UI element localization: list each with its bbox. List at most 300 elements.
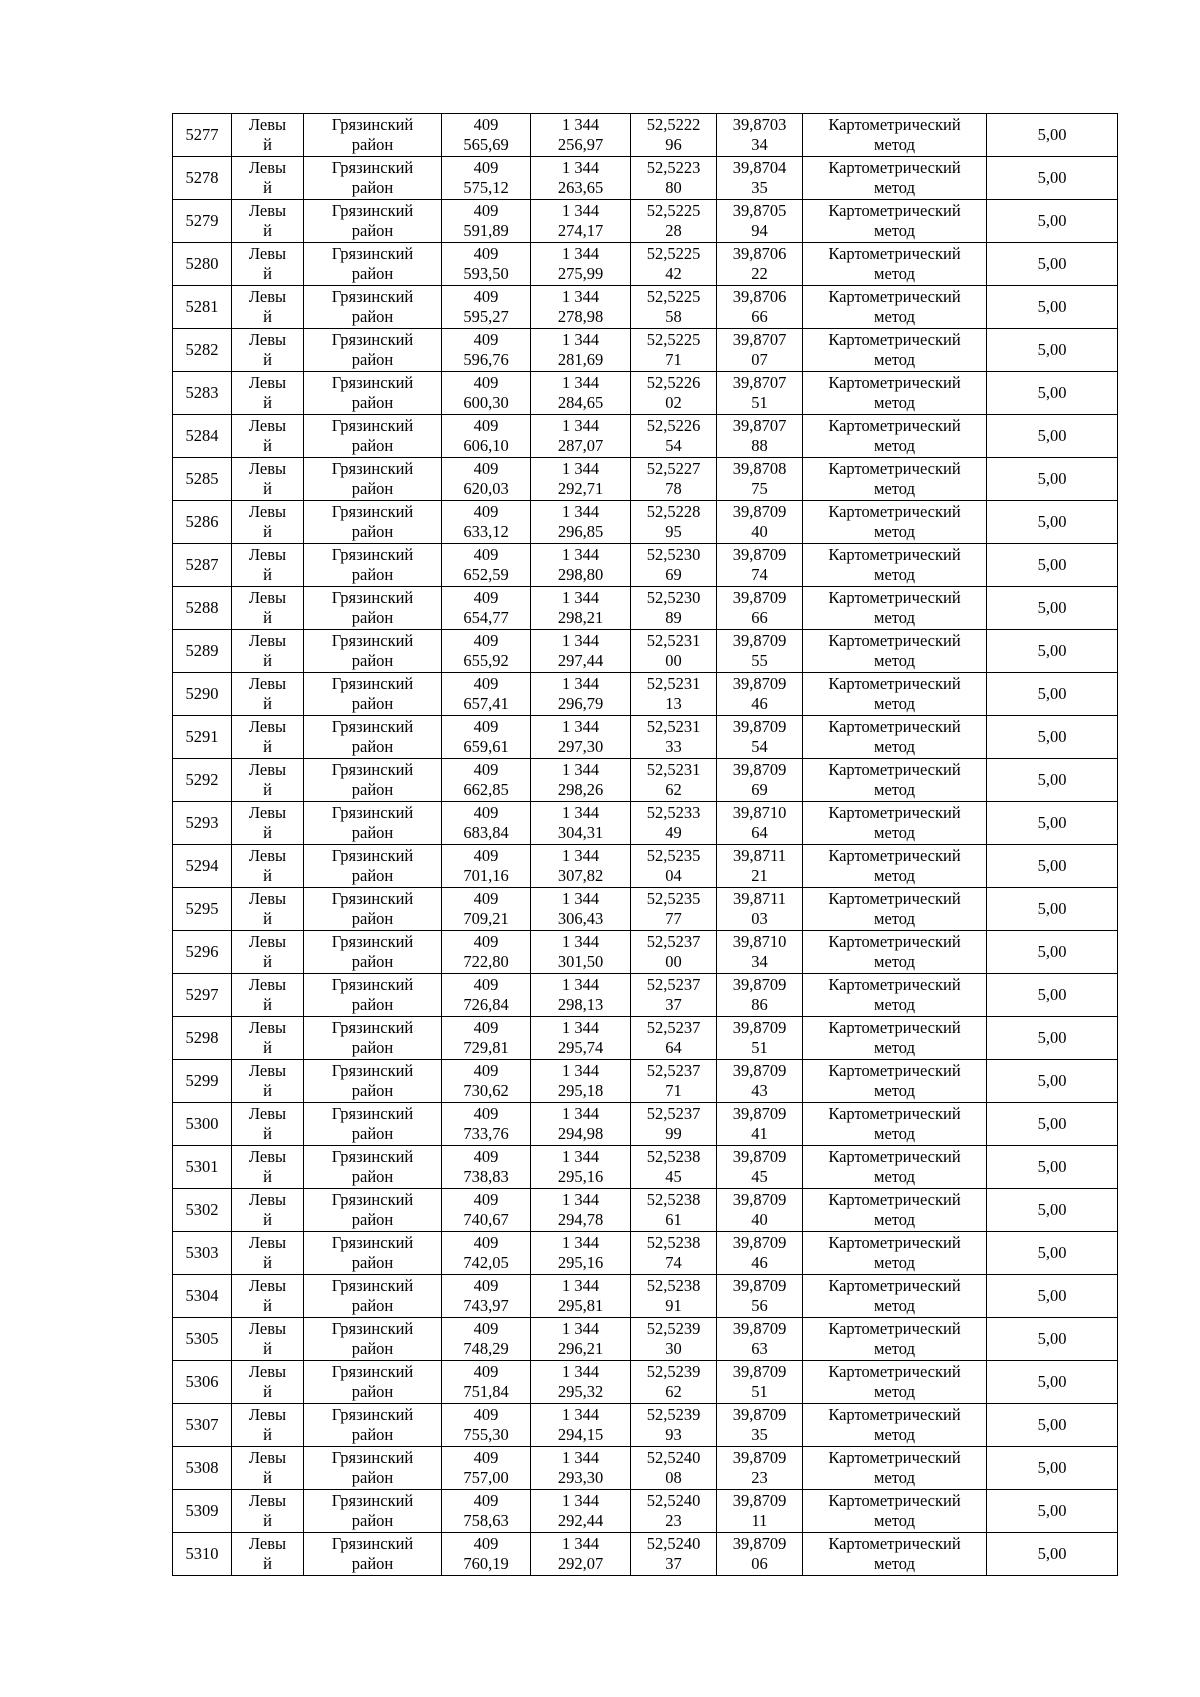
x-coordinate-cell: 409 740,67 bbox=[442, 1189, 531, 1232]
district-cell: Грязинский район bbox=[304, 243, 442, 286]
bank-side-cell: Левы й bbox=[232, 974, 304, 1017]
longitude-cell: 39,8709 35 bbox=[717, 1404, 803, 1447]
district-cell: Грязинский район bbox=[304, 845, 442, 888]
bank-side-cell: Левы й bbox=[232, 1490, 304, 1533]
district-cell: Грязинский район bbox=[304, 329, 442, 372]
accuracy-cell: 5,00 bbox=[987, 1017, 1118, 1060]
latitude-cell: 52,5238 45 bbox=[631, 1146, 717, 1189]
y-coordinate-cell: 1 344 307,82 bbox=[531, 845, 631, 888]
method-cell: Картометрический метод bbox=[803, 1017, 987, 1060]
district-cell: Грязинский район bbox=[304, 759, 442, 802]
point-number-cell: 5284 bbox=[173, 415, 232, 458]
bank-side-cell: Левы й bbox=[232, 1361, 304, 1404]
longitude-cell: 39,8710 64 bbox=[717, 802, 803, 845]
point-number-cell: 5278 bbox=[173, 157, 232, 200]
bank-side-cell: Левы й bbox=[232, 1447, 304, 1490]
y-coordinate-cell: 1 344 297,30 bbox=[531, 716, 631, 759]
x-coordinate-cell: 409 729,81 bbox=[442, 1017, 531, 1060]
table-row bbox=[173, 630, 1118, 673]
y-coordinate-cell: 1 344 281,69 bbox=[531, 329, 631, 372]
x-coordinate-cell: 409 722,80 bbox=[442, 931, 531, 974]
latitude-cell: 52,5225 28 bbox=[631, 200, 717, 243]
latitude-cell: 52,5238 91 bbox=[631, 1275, 717, 1318]
method-cell: Картометрический метод bbox=[803, 544, 987, 587]
point-number-cell: 5297 bbox=[173, 974, 232, 1017]
district-cell: Грязинский район bbox=[304, 415, 442, 458]
method-cell: Картометрический метод bbox=[803, 415, 987, 458]
method-cell: Картометрический метод bbox=[803, 1189, 987, 1232]
y-coordinate-cell: 1 344 295,18 bbox=[531, 1060, 631, 1103]
latitude-cell: 52,5230 69 bbox=[631, 544, 717, 587]
point-number-cell: 5286 bbox=[173, 501, 232, 544]
point-number-cell: 5280 bbox=[173, 243, 232, 286]
accuracy-cell: 5,00 bbox=[987, 1533, 1118, 1576]
latitude-cell: 52,5231 13 bbox=[631, 673, 717, 716]
accuracy-cell: 5,00 bbox=[987, 1318, 1118, 1361]
table-row bbox=[173, 1318, 1118, 1361]
latitude-cell: 52,5233 49 bbox=[631, 802, 717, 845]
method-cell: Картометрический метод bbox=[803, 157, 987, 200]
method-cell: Картометрический метод bbox=[803, 200, 987, 243]
bank-side-cell: Левы й bbox=[232, 587, 304, 630]
bank-side-cell: Левы й bbox=[232, 501, 304, 544]
method-cell: Картометрический метод bbox=[803, 458, 987, 501]
bank-side-cell: Левы й bbox=[232, 1232, 304, 1275]
method-cell: Картометрический метод bbox=[803, 1404, 987, 1447]
accuracy-cell: 5,00 bbox=[987, 1361, 1118, 1404]
y-coordinate-cell: 1 344 274,17 bbox=[531, 200, 631, 243]
latitude-cell: 52,5226 02 bbox=[631, 372, 717, 415]
method-cell: Картометрический метод bbox=[803, 243, 987, 286]
y-coordinate-cell: 1 344 287,07 bbox=[531, 415, 631, 458]
point-number-cell: 5290 bbox=[173, 673, 232, 716]
longitude-cell: 39,8708 75 bbox=[717, 458, 803, 501]
longitude-cell: 39,8709 69 bbox=[717, 759, 803, 802]
bank-side-cell: Левы й bbox=[232, 114, 304, 157]
district-cell: Грязинский район bbox=[304, 1404, 442, 1447]
table-row bbox=[173, 974, 1118, 1017]
table-row bbox=[173, 1404, 1118, 1447]
longitude-cell: 39,8709 51 bbox=[717, 1017, 803, 1060]
longitude-cell: 39,8710 34 bbox=[717, 931, 803, 974]
table-row bbox=[173, 200, 1118, 243]
bank-side-cell: Левы й bbox=[232, 716, 304, 759]
table-row bbox=[173, 1017, 1118, 1060]
method-cell: Картометрический метод bbox=[803, 1103, 987, 1146]
x-coordinate-cell: 409 730,62 bbox=[442, 1060, 531, 1103]
longitude-cell: 39,8709 51 bbox=[717, 1361, 803, 1404]
method-cell: Картометрический метод bbox=[803, 372, 987, 415]
bank-side-cell: Левы й bbox=[232, 372, 304, 415]
accuracy-cell: 5,00 bbox=[987, 716, 1118, 759]
y-coordinate-cell: 1 344 298,26 bbox=[531, 759, 631, 802]
method-cell: Картометрический метод bbox=[803, 974, 987, 1017]
accuracy-cell: 5,00 bbox=[987, 759, 1118, 802]
x-coordinate-cell: 409 620,03 bbox=[442, 458, 531, 501]
x-coordinate-cell: 409 683,84 bbox=[442, 802, 531, 845]
district-cell: Грязинский район bbox=[304, 1232, 442, 1275]
latitude-cell: 52,5239 30 bbox=[631, 1318, 717, 1361]
accuracy-cell: 5,00 bbox=[987, 286, 1118, 329]
y-coordinate-cell: 1 344 295,16 bbox=[531, 1146, 631, 1189]
district-cell: Грязинский район bbox=[304, 802, 442, 845]
method-cell: Картометрический метод bbox=[803, 802, 987, 845]
longitude-cell: 39,8709 40 bbox=[717, 1189, 803, 1232]
latitude-cell: 52,5223 80 bbox=[631, 157, 717, 200]
x-coordinate-cell: 409 591,89 bbox=[442, 200, 531, 243]
longitude-cell: 39,8709 74 bbox=[717, 544, 803, 587]
method-cell: Картометрический метод bbox=[803, 716, 987, 759]
district-cell: Грязинский район bbox=[304, 931, 442, 974]
y-coordinate-cell: 1 344 295,81 bbox=[531, 1275, 631, 1318]
table-row bbox=[173, 716, 1118, 759]
latitude-cell: 52,5238 74 bbox=[631, 1232, 717, 1275]
table-row bbox=[173, 458, 1118, 501]
bank-side-cell: Левы й bbox=[232, 157, 304, 200]
latitude-cell: 52,5226 54 bbox=[631, 415, 717, 458]
table-row bbox=[173, 1146, 1118, 1189]
accuracy-cell: 5,00 bbox=[987, 1189, 1118, 1232]
y-coordinate-cell: 1 344 298,80 bbox=[531, 544, 631, 587]
point-number-cell: 5299 bbox=[173, 1060, 232, 1103]
bank-side-cell: Левы й bbox=[232, 845, 304, 888]
district-cell: Грязинский район bbox=[304, 1275, 442, 1318]
x-coordinate-cell: 409 600,30 bbox=[442, 372, 531, 415]
longitude-cell: 39,8709 40 bbox=[717, 501, 803, 544]
latitude-cell: 52,5225 42 bbox=[631, 243, 717, 286]
x-coordinate-cell: 409 595,27 bbox=[442, 286, 531, 329]
district-cell: Грязинский район bbox=[304, 673, 442, 716]
bank-side-cell: Левы й bbox=[232, 1533, 304, 1576]
district-cell: Грязинский район bbox=[304, 501, 442, 544]
x-coordinate-cell: 409 657,41 bbox=[442, 673, 531, 716]
method-cell: Картометрический метод bbox=[803, 114, 987, 157]
district-cell: Грязинский район bbox=[304, 458, 442, 501]
x-coordinate-cell: 409 748,29 bbox=[442, 1318, 531, 1361]
y-coordinate-cell: 1 344 295,32 bbox=[531, 1361, 631, 1404]
latitude-cell: 52,5238 61 bbox=[631, 1189, 717, 1232]
district-cell: Грязинский район bbox=[304, 888, 442, 931]
accuracy-cell: 5,00 bbox=[987, 1490, 1118, 1533]
method-cell: Картометрический метод bbox=[803, 1060, 987, 1103]
accuracy-cell: 5,00 bbox=[987, 1447, 1118, 1490]
latitude-cell: 52,5240 37 bbox=[631, 1533, 717, 1576]
table-row bbox=[173, 845, 1118, 888]
y-coordinate-cell: 1 344 296,21 bbox=[531, 1318, 631, 1361]
method-cell: Картометрический метод bbox=[803, 1490, 987, 1533]
x-coordinate-cell: 409 742,05 bbox=[442, 1232, 531, 1275]
method-cell: Картометрический метод bbox=[803, 845, 987, 888]
method-cell: Картометрический метод bbox=[803, 587, 987, 630]
y-coordinate-cell: 1 344 304,31 bbox=[531, 802, 631, 845]
latitude-cell: 52,5225 58 bbox=[631, 286, 717, 329]
district-cell: Грязинский район bbox=[304, 587, 442, 630]
accuracy-cell: 5,00 bbox=[987, 802, 1118, 845]
x-coordinate-cell: 409 726,84 bbox=[442, 974, 531, 1017]
longitude-cell: 39,8707 88 bbox=[717, 415, 803, 458]
x-coordinate-cell: 409 701,16 bbox=[442, 845, 531, 888]
x-coordinate-cell: 409 733,76 bbox=[442, 1103, 531, 1146]
longitude-cell: 39,8703 34 bbox=[717, 114, 803, 157]
latitude-cell: 52,5239 93 bbox=[631, 1404, 717, 1447]
y-coordinate-cell: 1 344 297,44 bbox=[531, 630, 631, 673]
district-cell: Грязинский район bbox=[304, 1447, 442, 1490]
x-coordinate-cell: 409 593,50 bbox=[442, 243, 531, 286]
y-coordinate-cell: 1 344 284,65 bbox=[531, 372, 631, 415]
longitude-cell: 39,8709 11 bbox=[717, 1490, 803, 1533]
x-coordinate-cell: 409 757,00 bbox=[442, 1447, 531, 1490]
point-number-cell: 5303 bbox=[173, 1232, 232, 1275]
point-number-cell: 5295 bbox=[173, 888, 232, 931]
point-number-cell: 5310 bbox=[173, 1533, 232, 1576]
x-coordinate-cell: 409 659,61 bbox=[442, 716, 531, 759]
point-number-cell: 5304 bbox=[173, 1275, 232, 1318]
bank-side-cell: Левы й bbox=[232, 415, 304, 458]
y-coordinate-cell: 1 344 294,98 bbox=[531, 1103, 631, 1146]
bank-side-cell: Левы й bbox=[232, 1318, 304, 1361]
bank-side-cell: Левы й bbox=[232, 802, 304, 845]
bank-side-cell: Левы й bbox=[232, 1146, 304, 1189]
district-cell: Грязинский район bbox=[304, 1017, 442, 1060]
district-cell: Грязинский район bbox=[304, 1060, 442, 1103]
accuracy-cell: 5,00 bbox=[987, 1232, 1118, 1275]
accuracy-cell: 5,00 bbox=[987, 587, 1118, 630]
point-number-cell: 5308 bbox=[173, 1447, 232, 1490]
method-cell: Картометрический метод bbox=[803, 673, 987, 716]
method-cell: Картометрический метод bbox=[803, 759, 987, 802]
table-row bbox=[173, 931, 1118, 974]
accuracy-cell: 5,00 bbox=[987, 845, 1118, 888]
bank-side-cell: Левы й bbox=[232, 630, 304, 673]
x-coordinate-cell: 409 575,12 bbox=[442, 157, 531, 200]
method-cell: Картометрический метод bbox=[803, 1146, 987, 1189]
latitude-cell: 52,5240 08 bbox=[631, 1447, 717, 1490]
point-number-cell: 5298 bbox=[173, 1017, 232, 1060]
table-row bbox=[173, 1060, 1118, 1103]
accuracy-cell: 5,00 bbox=[987, 1060, 1118, 1103]
longitude-cell: 39,8709 63 bbox=[717, 1318, 803, 1361]
point-number-cell: 5294 bbox=[173, 845, 232, 888]
bank-side-cell: Левы й bbox=[232, 1275, 304, 1318]
x-coordinate-cell: 409 654,77 bbox=[442, 587, 531, 630]
latitude-cell: 52,5237 64 bbox=[631, 1017, 717, 1060]
y-coordinate-cell: 1 344 278,98 bbox=[531, 286, 631, 329]
bank-side-cell: Левы й bbox=[232, 329, 304, 372]
longitude-cell: 39,8706 66 bbox=[717, 286, 803, 329]
method-cell: Картометрический метод bbox=[803, 1318, 987, 1361]
y-coordinate-cell: 1 344 294,15 bbox=[531, 1404, 631, 1447]
point-number-cell: 5301 bbox=[173, 1146, 232, 1189]
table-row bbox=[173, 1361, 1118, 1404]
y-coordinate-cell: 1 344 298,13 bbox=[531, 974, 631, 1017]
y-coordinate-cell: 1 344 296,85 bbox=[531, 501, 631, 544]
bank-side-cell: Левы й bbox=[232, 1404, 304, 1447]
y-coordinate-cell: 1 344 256,97 bbox=[531, 114, 631, 157]
y-coordinate-cell: 1 344 292,44 bbox=[531, 1490, 631, 1533]
latitude-cell: 52,5231 62 bbox=[631, 759, 717, 802]
table-body bbox=[173, 114, 1118, 1576]
accuracy-cell: 5,00 bbox=[987, 1275, 1118, 1318]
point-number-cell: 5300 bbox=[173, 1103, 232, 1146]
table-row bbox=[173, 157, 1118, 200]
bank-side-cell: Левы й bbox=[232, 1060, 304, 1103]
accuracy-cell: 5,00 bbox=[987, 243, 1118, 286]
method-cell: Картометрический метод bbox=[803, 888, 987, 931]
table-row bbox=[173, 1232, 1118, 1275]
method-cell: Картометрический метод bbox=[803, 1361, 987, 1404]
y-coordinate-cell: 1 344 263,65 bbox=[531, 157, 631, 200]
latitude-cell: 52,5237 00 bbox=[631, 931, 717, 974]
bank-side-cell: Левы й bbox=[232, 458, 304, 501]
district-cell: Грязинский район bbox=[304, 1318, 442, 1361]
district-cell: Грязинский район bbox=[304, 974, 442, 1017]
longitude-cell: 39,8711 03 bbox=[717, 888, 803, 931]
table-row bbox=[173, 544, 1118, 587]
longitude-cell: 39,8704 35 bbox=[717, 157, 803, 200]
latitude-cell: 52,5231 00 bbox=[631, 630, 717, 673]
longitude-cell: 39,8709 41 bbox=[717, 1103, 803, 1146]
point-number-cell: 5302 bbox=[173, 1189, 232, 1232]
district-cell: Грязинский район bbox=[304, 1146, 442, 1189]
x-coordinate-cell: 409 738,83 bbox=[442, 1146, 531, 1189]
x-coordinate-cell: 409 652,59 bbox=[442, 544, 531, 587]
y-coordinate-cell: 1 344 306,43 bbox=[531, 888, 631, 931]
table-row bbox=[173, 1103, 1118, 1146]
x-coordinate-cell: 409 606,10 bbox=[442, 415, 531, 458]
longitude-cell: 39,8706 22 bbox=[717, 243, 803, 286]
latitude-cell: 52,5225 71 bbox=[631, 329, 717, 372]
table-row bbox=[173, 329, 1118, 372]
accuracy-cell: 5,00 bbox=[987, 1103, 1118, 1146]
y-coordinate-cell: 1 344 298,21 bbox=[531, 587, 631, 630]
district-cell: Грязинский район bbox=[304, 1189, 442, 1232]
accuracy-cell: 5,00 bbox=[987, 114, 1118, 157]
method-cell: Картометрический метод bbox=[803, 501, 987, 544]
point-number-cell: 5307 bbox=[173, 1404, 232, 1447]
latitude-cell: 52,5235 04 bbox=[631, 845, 717, 888]
district-cell: Грязинский район bbox=[304, 286, 442, 329]
y-coordinate-cell: 1 344 294,78 bbox=[531, 1189, 631, 1232]
y-coordinate-cell: 1 344 292,07 bbox=[531, 1533, 631, 1576]
bank-side-cell: Левы й bbox=[232, 1103, 304, 1146]
latitude-cell: 52,5239 62 bbox=[631, 1361, 717, 1404]
table-row bbox=[173, 587, 1118, 630]
bank-side-cell: Левы й bbox=[232, 243, 304, 286]
district-cell: Грязинский район bbox=[304, 1361, 442, 1404]
point-number-cell: 5306 bbox=[173, 1361, 232, 1404]
latitude-cell: 52,5227 78 bbox=[631, 458, 717, 501]
longitude-cell: 39,8709 55 bbox=[717, 630, 803, 673]
district-cell: Грязинский район bbox=[304, 200, 442, 243]
bank-side-cell: Левы й bbox=[232, 544, 304, 587]
table-row bbox=[173, 286, 1118, 329]
x-coordinate-cell: 409 758,63 bbox=[442, 1490, 531, 1533]
method-cell: Картометрический метод bbox=[803, 630, 987, 673]
point-number-cell: 5288 bbox=[173, 587, 232, 630]
district-cell: Грязинский район bbox=[304, 372, 442, 415]
district-cell: Грязинский район bbox=[304, 1490, 442, 1533]
table-row bbox=[173, 1189, 1118, 1232]
latitude-cell: 52,5240 23 bbox=[631, 1490, 717, 1533]
y-coordinate-cell: 1 344 295,16 bbox=[531, 1232, 631, 1275]
accuracy-cell: 5,00 bbox=[987, 372, 1118, 415]
accuracy-cell: 5,00 bbox=[987, 1146, 1118, 1189]
accuracy-cell: 5,00 bbox=[987, 888, 1118, 931]
longitude-cell: 39,8709 46 bbox=[717, 1232, 803, 1275]
bank-side-cell: Левы й bbox=[232, 888, 304, 931]
accuracy-cell: 5,00 bbox=[987, 630, 1118, 673]
latitude-cell: 52,5237 37 bbox=[631, 974, 717, 1017]
bank-side-cell: Левы й bbox=[232, 931, 304, 974]
point-number-cell: 5309 bbox=[173, 1490, 232, 1533]
table-row bbox=[173, 1490, 1118, 1533]
y-coordinate-cell: 1 344 295,74 bbox=[531, 1017, 631, 1060]
x-coordinate-cell: 409 755,30 bbox=[442, 1404, 531, 1447]
accuracy-cell: 5,00 bbox=[987, 1404, 1118, 1447]
point-number-cell: 5282 bbox=[173, 329, 232, 372]
point-number-cell: 5292 bbox=[173, 759, 232, 802]
district-cell: Грязинский район bbox=[304, 114, 442, 157]
x-coordinate-cell: 409 596,76 bbox=[442, 329, 531, 372]
point-number-cell: 5277 bbox=[173, 114, 232, 157]
accuracy-cell: 5,00 bbox=[987, 329, 1118, 372]
y-coordinate-cell: 1 344 301,50 bbox=[531, 931, 631, 974]
method-cell: Картометрический метод bbox=[803, 1533, 987, 1576]
x-coordinate-cell: 409 760,19 bbox=[442, 1533, 531, 1576]
table-row bbox=[173, 759, 1118, 802]
table-row bbox=[173, 802, 1118, 845]
table-row bbox=[173, 114, 1118, 157]
point-number-cell: 5296 bbox=[173, 931, 232, 974]
latitude-cell: 52,5237 71 bbox=[631, 1060, 717, 1103]
point-number-cell: 5305 bbox=[173, 1318, 232, 1361]
point-number-cell: 5293 bbox=[173, 802, 232, 845]
district-cell: Грязинский район bbox=[304, 1533, 442, 1576]
accuracy-cell: 5,00 bbox=[987, 200, 1118, 243]
accuracy-cell: 5,00 bbox=[987, 974, 1118, 1017]
method-cell: Картометрический метод bbox=[803, 1275, 987, 1318]
y-coordinate-cell: 1 344 275,99 bbox=[531, 243, 631, 286]
table-row bbox=[173, 415, 1118, 458]
district-cell: Грязинский район bbox=[304, 630, 442, 673]
district-cell: Грязинский район bbox=[304, 716, 442, 759]
longitude-cell: 39,8709 45 bbox=[717, 1146, 803, 1189]
accuracy-cell: 5,00 bbox=[987, 544, 1118, 587]
x-coordinate-cell: 409 633,12 bbox=[442, 501, 531, 544]
table-row bbox=[173, 372, 1118, 415]
accuracy-cell: 5,00 bbox=[987, 415, 1118, 458]
longitude-cell: 39,8709 43 bbox=[717, 1060, 803, 1103]
latitude-cell: 52,5222 96 bbox=[631, 114, 717, 157]
longitude-cell: 39,8709 06 bbox=[717, 1533, 803, 1576]
table-row bbox=[173, 888, 1118, 931]
accuracy-cell: 5,00 bbox=[987, 157, 1118, 200]
bank-side-cell: Левы й bbox=[232, 673, 304, 716]
point-number-cell: 5279 bbox=[173, 200, 232, 243]
x-coordinate-cell: 409 662,85 bbox=[442, 759, 531, 802]
x-coordinate-cell: 409 743,97 bbox=[442, 1275, 531, 1318]
bank-side-cell: Левы й bbox=[232, 1189, 304, 1232]
table-row bbox=[173, 673, 1118, 716]
bank-side-cell: Левы й bbox=[232, 759, 304, 802]
latitude-cell: 52,5231 33 bbox=[631, 716, 717, 759]
table-row bbox=[173, 243, 1118, 286]
method-cell: Картометрический метод bbox=[803, 329, 987, 372]
district-cell: Грязинский район bbox=[304, 1103, 442, 1146]
accuracy-cell: 5,00 bbox=[987, 931, 1118, 974]
x-coordinate-cell: 409 655,92 bbox=[442, 630, 531, 673]
bank-side-cell: Левы й bbox=[232, 286, 304, 329]
